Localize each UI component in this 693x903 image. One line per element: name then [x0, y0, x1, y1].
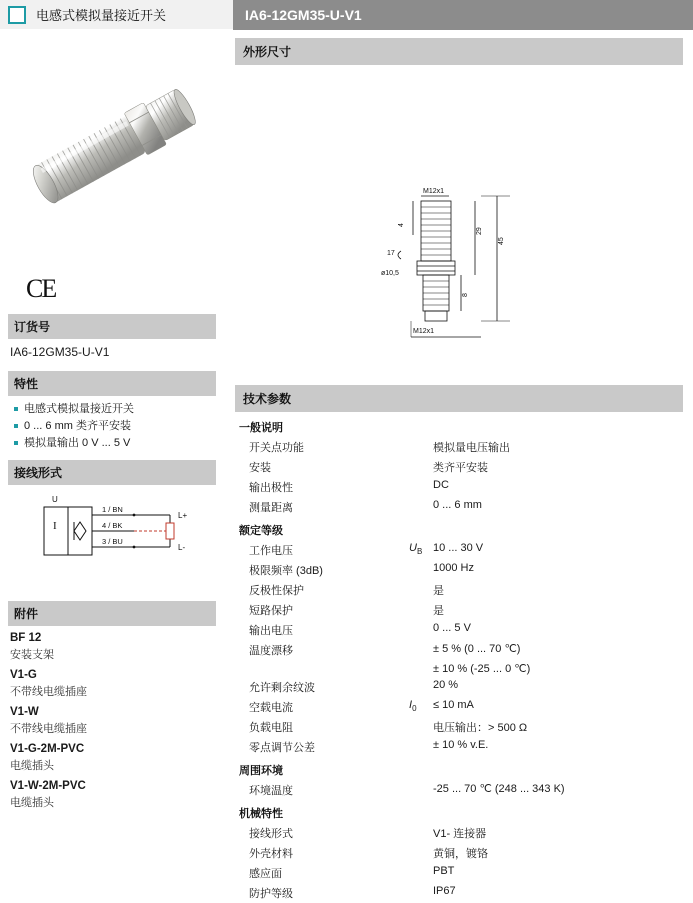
spec-label: 测量距离	[249, 502, 293, 514]
spec-group-header	[235, 414, 683, 437]
order-number-section-title: 订货号	[8, 314, 216, 339]
spec-label: 空载电流	[249, 702, 293, 714]
table-row	[235, 883, 683, 903]
spec-value: 类齐平安装	[433, 462, 488, 474]
dimensions-section-title: 外形尺寸	[235, 38, 683, 65]
table-row	[235, 660, 683, 677]
table-row	[235, 677, 683, 697]
table-row	[235, 497, 683, 517]
spec-symbol	[405, 863, 429, 883]
table-row	[235, 717, 683, 737]
dimension-drawing	[235, 65, 683, 385]
spec-symbol	[405, 660, 429, 677]
page-body	[0, 30, 693, 900]
spec-label	[235, 660, 405, 677]
spec-label: 负载电阻	[249, 722, 293, 734]
list-item: 0 ... 6 mm 类齐平安装	[12, 419, 216, 433]
dim-label-45: 45	[498, 237, 505, 245]
spec-value: 0 ... 6 mm	[433, 499, 482, 511]
accessory-desc: 不带线电缆插座	[10, 686, 87, 698]
spec-symbol	[405, 437, 429, 457]
specifications-section-title: 技术参数	[235, 385, 683, 412]
spec-symbol	[405, 640, 429, 660]
spec-group-label: 额定等级	[239, 525, 283, 537]
wiring-section-title: 接线形式	[8, 460, 216, 485]
spec-label: 允许剩余纹波	[249, 682, 315, 694]
spec-group-label: 一般说明	[239, 422, 283, 434]
table-row	[235, 863, 683, 883]
spec-label: 环境温度	[249, 785, 293, 797]
square-logo-icon	[8, 6, 26, 24]
spec-group-label: 周围环境	[239, 765, 283, 777]
spec-value: 1000 Hz	[433, 562, 474, 574]
spec-symbol	[405, 677, 429, 697]
table-row	[235, 620, 683, 640]
spec-value: ± 5 % (0 ... 70 ℃)	[433, 643, 521, 655]
table-row	[235, 560, 683, 580]
wiring-symbol-i: I	[53, 520, 57, 532]
spec-label: 感应面	[249, 868, 282, 880]
spec-symbol	[405, 780, 429, 800]
accessory-name: V1-G	[10, 669, 37, 681]
spec-group-label: 机械特性	[239, 808, 283, 820]
table-row	[235, 737, 683, 757]
accessory-desc: 不带线电缆插座	[10, 723, 87, 735]
spec-label: 输出极性	[249, 482, 293, 494]
spec-label: 接线形式	[249, 828, 293, 840]
features-list	[8, 402, 216, 450]
spec-value: 10 ... 30 V	[433, 542, 484, 554]
spec-label: 短路保护	[249, 605, 293, 617]
spec-value: IP67	[433, 885, 456, 897]
table-row	[235, 843, 683, 863]
spec-value: 电压输出：> 500 Ω	[433, 722, 528, 734]
list-item: 电感式模拟量接近开关	[12, 402, 216, 416]
specifications-table	[235, 414, 683, 903]
wiring-label-lminus: L-	[178, 543, 186, 552]
spec-value: ± 10 % v.E.	[433, 739, 489, 751]
wiring-label-u: U	[52, 495, 58, 504]
spec-group-header	[235, 517, 683, 540]
spec-group-header	[235, 800, 683, 823]
spec-value: 0 ... 5 V	[433, 622, 471, 634]
spec-label: 反极性保护	[249, 585, 304, 597]
ce-mark-icon: CE	[26, 274, 56, 303]
page-title: 电感式模拟量接近开关	[36, 8, 167, 23]
accessory-name: V1-W	[10, 706, 39, 718]
spec-label: 零点调节公差	[249, 742, 315, 754]
dim-label-29: 29	[476, 227, 483, 235]
spec-label: 安装	[249, 462, 271, 474]
spec-value: -25 ... 70 ℃ (248 ... 343 K)	[433, 783, 565, 795]
spec-symbol	[405, 580, 429, 600]
spec-label: 开关点功能	[249, 442, 304, 454]
spec-symbol	[405, 477, 429, 497]
spec-label: 温度漂移	[249, 645, 293, 657]
table-row	[235, 780, 683, 800]
spec-symbol	[405, 560, 429, 580]
page-header	[0, 0, 693, 30]
spec-value: V1- 连接器	[433, 828, 487, 840]
accessory-name: BF 12	[10, 632, 42, 644]
spec-symbol	[405, 843, 429, 863]
wiring-label-lplus: L+	[178, 511, 188, 520]
spec-symbol: $I_0$	[409, 699, 417, 714]
table-row	[235, 640, 683, 660]
accessory-name: V1-W-2M-PVC	[10, 780, 86, 792]
dim-label-17: 17	[387, 250, 395, 257]
table-row	[235, 580, 683, 600]
features-section-title: 特性	[8, 371, 216, 396]
wiring-diagram	[8, 485, 216, 591]
table-row	[235, 457, 683, 477]
spec-value: 20 %	[433, 679, 459, 691]
table-row	[235, 437, 683, 457]
spec-symbol	[405, 823, 429, 843]
list-item: 模拟量输出 0 V ... 5 V	[12, 436, 216, 450]
spec-symbol: $U_B$	[409, 542, 423, 557]
spec-label: 外壳材料	[249, 848, 293, 860]
spec-value: PBT	[433, 865, 455, 877]
spec-label: 输出电压	[249, 625, 293, 637]
spec-symbol	[405, 457, 429, 477]
spec-label: 防护等级	[249, 888, 293, 900]
dim-label-8: 8	[462, 293, 469, 297]
accessory-name: V1-G-2M-PVC	[10, 743, 85, 755]
product-photo	[8, 30, 216, 270]
table-row	[235, 477, 683, 497]
accessory-desc: 安装支架	[10, 649, 54, 661]
table-row	[235, 600, 683, 620]
spec-value: 模拟量电压输出	[433, 442, 510, 454]
dim-label-4: 4	[398, 223, 405, 227]
sidebar	[0, 30, 224, 813]
spec-symbol	[405, 600, 429, 620]
spec-symbol	[405, 737, 429, 757]
accessory-desc: 电缆插头	[10, 797, 54, 809]
spec-value: 是	[433, 585, 444, 597]
spec-label: 工作电压	[249, 545, 293, 557]
spec-symbol	[405, 497, 429, 517]
spec-value: ± 10 % (-25 ... 0 ℃)	[433, 663, 531, 675]
wiring-label-pin3: 3 / BU	[102, 537, 123, 546]
spec-group-header	[235, 757, 683, 780]
accessory-desc: 电缆插头	[10, 760, 54, 772]
main-content	[225, 30, 693, 900]
table-row	[235, 823, 683, 843]
accessories-section-title: 附件	[8, 601, 216, 626]
spec-value: ≤ 10 mA	[433, 699, 474, 711]
spec-symbol	[405, 883, 429, 903]
accessories-list	[8, 626, 216, 820]
spec-value: 是	[433, 605, 444, 617]
sensor-illustration	[8, 30, 216, 260]
dim-label-thread-top: M12x1	[423, 188, 445, 195]
spec-symbol	[405, 717, 429, 737]
spec-value: 黄铜，镀铬	[433, 848, 488, 860]
dim-label-thread-bottom: M12x1	[413, 328, 435, 335]
table-row	[235, 540, 683, 560]
order-number-value: IA6-12GM35-U-V1	[10, 345, 110, 359]
spec-symbol	[405, 620, 429, 640]
table-row	[235, 697, 683, 717]
dim-label-d105: ø10,5	[381, 270, 399, 277]
wiring-label-pin4: 4 / BK	[102, 521, 123, 530]
spec-value: DC	[433, 479, 449, 491]
part-number-banner: IA6-12GM35-U-V1	[233, 0, 693, 30]
spec-label: 极限频率 (3dB)	[249, 565, 323, 577]
wiring-label-pin1: 1 / BN	[102, 505, 123, 514]
